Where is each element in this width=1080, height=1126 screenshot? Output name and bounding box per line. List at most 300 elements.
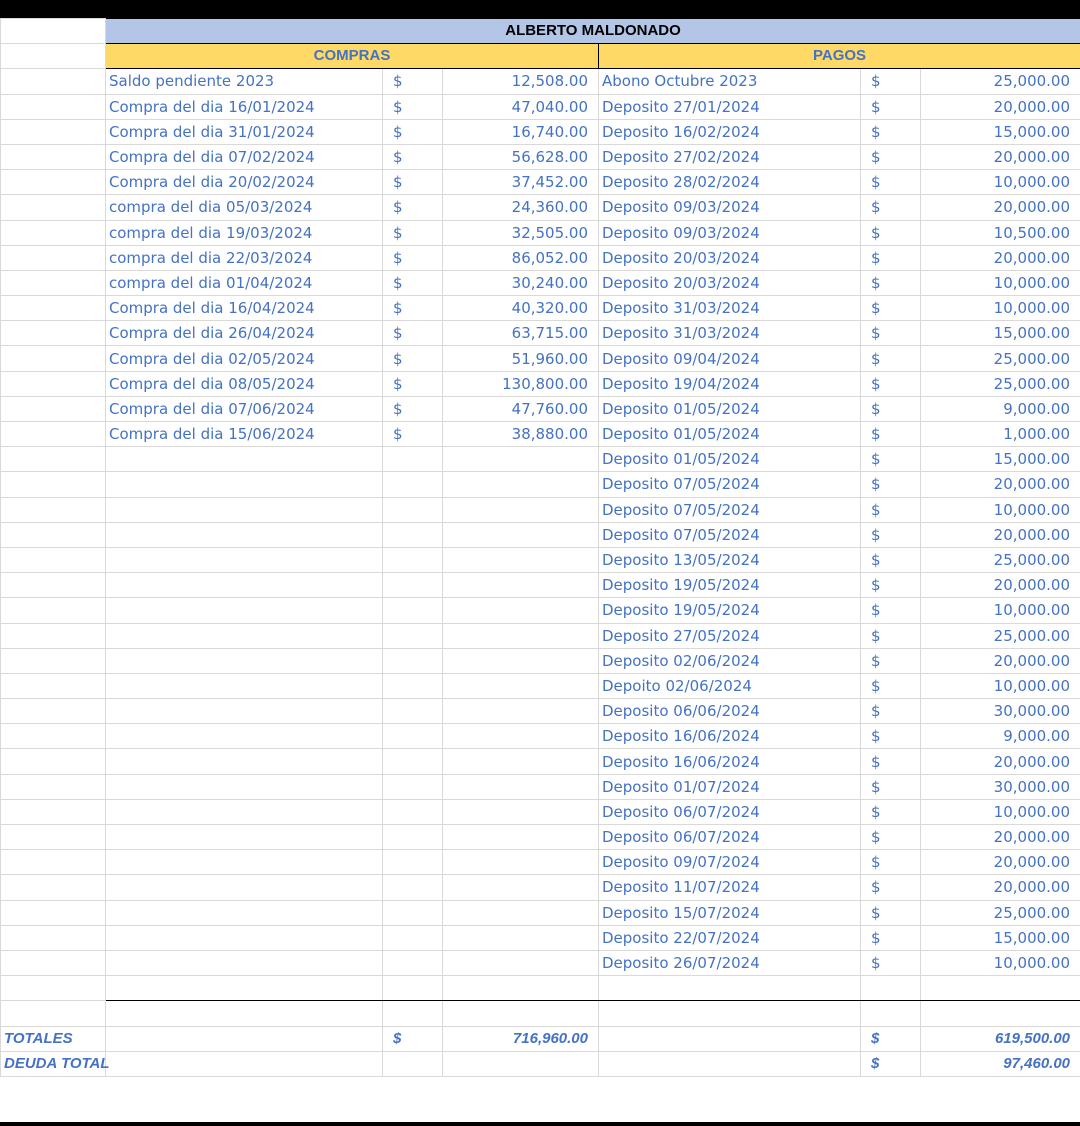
empty-cell[interactable] (106, 699, 383, 724)
pago-desc[interactable]: Deposito 16/02/2024 (599, 119, 861, 144)
compra-amount[interactable]: 47,760.00 (443, 396, 599, 421)
empty-cell[interactable] (383, 900, 443, 925)
pago-currency[interactable]: $ (861, 749, 921, 774)
compra-amount[interactable]: 63,715.00 (443, 321, 599, 346)
pago-amount[interactable]: 10,000.00 (921, 950, 1080, 975)
empty-cell[interactable] (383, 799, 443, 824)
pago-desc[interactable]: Deposito 01/05/2024 (599, 447, 861, 472)
pago-desc[interactable]: Abono Octubre 2023 (599, 69, 861, 94)
empty-cell[interactable] (443, 1051, 599, 1076)
row-gutter-cell[interactable] (1, 648, 106, 673)
empty-cell[interactable] (106, 673, 383, 698)
pago-currency[interactable]: $ (861, 497, 921, 522)
row-gutter-cell[interactable] (1, 724, 106, 749)
pago-currency[interactable]: $ (861, 296, 921, 321)
table-row (1, 749, 1080, 774)
empty-cell[interactable] (106, 1001, 383, 1026)
compra-desc[interactable]: Compra del dia 26/04/2024 (106, 321, 383, 346)
empty-cell[interactable] (383, 950, 443, 975)
pago-desc[interactable]: Deposito 19/05/2024 (599, 598, 861, 623)
pago-desc[interactable]: Depoito 02/06/2024 (599, 673, 861, 698)
empty-cell[interactable] (106, 547, 383, 572)
compra-desc[interactable]: Compra del dia 15/06/2024 (106, 422, 383, 447)
row-gutter-cell[interactable] (1, 976, 106, 1001)
compra-desc[interactable]: compra del dia 19/03/2024 (106, 220, 383, 245)
pago-currency[interactable]: $ (861, 447, 921, 472)
compra-desc[interactable]: Compra del dia 20/02/2024 (106, 170, 383, 195)
empty-cell[interactable] (383, 648, 443, 673)
table-row (1, 825, 1080, 850)
empty-cell[interactable] (106, 447, 383, 472)
compra-desc[interactable]: compra del dia 22/03/2024 (106, 245, 383, 270)
compra-currency[interactable]: $ (383, 195, 443, 220)
empty-cell[interactable] (383, 673, 443, 698)
pago-amount[interactable]: 10,000.00 (921, 673, 1080, 698)
empty-cell[interactable] (599, 1026, 861, 1051)
compra-desc[interactable]: Compra del dia 07/02/2024 (106, 144, 383, 169)
empty-cell[interactable] (383, 699, 443, 724)
row-gutter-cell[interactable] (1, 825, 106, 850)
empty-cell[interactable] (443, 648, 599, 673)
pago-desc[interactable]: Deposito 16/06/2024 (599, 724, 861, 749)
pago-amount[interactable]: 10,000.00 (921, 497, 1080, 522)
pago-currency[interactable]: $ (861, 547, 921, 572)
compra-desc[interactable]: compra del dia 01/04/2024 (106, 270, 383, 295)
compra-currency[interactable]: $ (383, 119, 443, 144)
empty-cell[interactable] (383, 825, 443, 850)
compra-desc[interactable]: Compra del dia 16/01/2024 (106, 94, 383, 119)
table-row (1, 396, 1080, 421)
row-gutter-cell[interactable] (1, 900, 106, 925)
empty-cell[interactable] (383, 976, 443, 1001)
totales-compras-currency[interactable]: $ (383, 1026, 443, 1051)
pago-currency[interactable]: $ (861, 573, 921, 598)
empty-cell[interactable] (443, 497, 599, 522)
pago-desc[interactable]: Deposito 11/07/2024 (599, 875, 861, 900)
empty-cell[interactable] (443, 1001, 599, 1026)
pago-amount[interactable]: 25,000.00 (921, 900, 1080, 925)
pago-desc[interactable]: Deposito 09/07/2024 (599, 850, 861, 875)
row-gutter-cell[interactable] (1, 673, 106, 698)
empty-cell[interactable] (106, 875, 383, 900)
empty-cell[interactable] (383, 925, 443, 950)
pago-amount[interactable]: 15,000.00 (921, 447, 1080, 472)
compra-currency[interactable]: $ (383, 346, 443, 371)
pago-currency[interactable]: $ (861, 925, 921, 950)
pago-amount[interactable]: 30,000.00 (921, 774, 1080, 799)
compra-desc[interactable]: Compra del dia 07/06/2024 (106, 396, 383, 421)
empty-cell[interactable] (443, 472, 599, 497)
pago-desc[interactable]: Deposito 07/05/2024 (599, 522, 861, 547)
compra-currency[interactable]: $ (383, 94, 443, 119)
compra-currency[interactable]: $ (383, 396, 443, 421)
pago-currency[interactable]: $ (861, 195, 921, 220)
row-gutter-cell[interactable] (1, 195, 106, 220)
empty-cell[interactable] (383, 547, 443, 572)
pago-desc[interactable]: Deposito 22/07/2024 (599, 925, 861, 950)
pago-currency[interactable]: $ (861, 699, 921, 724)
pago-currency[interactable]: $ (861, 245, 921, 270)
row-gutter-cell[interactable] (1, 396, 106, 421)
row-gutter-cell[interactable] (1, 119, 106, 144)
empty-cell[interactable] (443, 950, 599, 975)
table-row (1, 799, 1080, 824)
pago-currency[interactable]: $ (861, 346, 921, 371)
pago-amount[interactable]: 20,000.00 (921, 875, 1080, 900)
compra-amount[interactable]: 130,800.00 (443, 371, 599, 396)
row-gutter-cell[interactable] (1, 699, 106, 724)
pago-desc[interactable]: Deposito 07/05/2024 (599, 497, 861, 522)
empty-cell[interactable] (443, 522, 599, 547)
compras-header[interactable]: COMPRAS (106, 44, 599, 69)
sheet-title[interactable]: ALBERTO MALDONADO (106, 19, 1080, 44)
empty-cell[interactable] (443, 598, 599, 623)
empty-cell[interactable] (443, 875, 599, 900)
pago-amount[interactable]: 15,000.00 (921, 321, 1080, 346)
pago-amount[interactable]: 25,000.00 (921, 371, 1080, 396)
pago-desc[interactable]: Deposito 31/03/2024 (599, 321, 861, 346)
totales-pagos-amount[interactable]: 619,500.00 (921, 1026, 1080, 1051)
compra-currency[interactable]: $ (383, 321, 443, 346)
empty-cell[interactable] (383, 774, 443, 799)
pago-amount[interactable]: 20,000.00 (921, 472, 1080, 497)
row-gutter-cell[interactable] (1, 371, 106, 396)
deuda-amount[interactable]: 97,460.00 (921, 1051, 1080, 1076)
totales-pagos-currency[interactable]: $ (861, 1026, 921, 1051)
pago-currency[interactable]: $ (861, 94, 921, 119)
pago-amount[interactable]: 20,000.00 (921, 749, 1080, 774)
compra-amount[interactable]: 30,240.00 (443, 270, 599, 295)
pago-desc[interactable]: Deposito 20/03/2024 (599, 270, 861, 295)
pago-amount[interactable]: 20,000.00 (921, 522, 1080, 547)
empty-cell[interactable] (383, 472, 443, 497)
empty-cell[interactable] (106, 976, 383, 1001)
pago-currency[interactable]: $ (861, 673, 921, 698)
pago-currency[interactable]: $ (861, 396, 921, 421)
empty-cell[interactable] (383, 850, 443, 875)
pago-currency[interactable]: $ (861, 724, 921, 749)
row-gutter-cell[interactable] (1, 472, 106, 497)
empty-cell[interactable] (443, 673, 599, 698)
empty-cell[interactable] (443, 447, 599, 472)
pago-amount[interactable]: 20,000.00 (921, 195, 1080, 220)
row-gutter-cell[interactable] (1, 170, 106, 195)
empty-cell[interactable] (861, 1001, 921, 1026)
compra-amount[interactable]: 24,360.00 (443, 195, 599, 220)
compra-currency[interactable]: $ (383, 220, 443, 245)
pago-amount[interactable]: 20,000.00 (921, 94, 1080, 119)
empty-cell[interactable] (443, 699, 599, 724)
row-gutter-cell[interactable] (1, 447, 106, 472)
pago-amount[interactable]: 1,000.00 (921, 422, 1080, 447)
empty-cell[interactable] (106, 1051, 383, 1076)
compra-amount[interactable]: 51,960.00 (443, 346, 599, 371)
compra-desc[interactable]: compra del dia 05/03/2024 (106, 195, 383, 220)
empty-cell[interactable] (443, 623, 599, 648)
empty-cell[interactable] (106, 799, 383, 824)
empty-cell[interactable] (599, 1051, 861, 1076)
empty-cell[interactable] (106, 749, 383, 774)
row-gutter-cell[interactable] (1, 850, 106, 875)
pago-desc[interactable]: Deposito 13/05/2024 (599, 547, 861, 572)
compra-amount[interactable]: 32,505.00 (443, 220, 599, 245)
pago-desc[interactable]: Deposito 28/02/2024 (599, 170, 861, 195)
row-gutter-cell[interactable] (1, 925, 106, 950)
pago-amount[interactable]: 20,000.00 (921, 144, 1080, 169)
pago-currency[interactable]: $ (861, 371, 921, 396)
table-row (1, 94, 1080, 119)
pago-desc[interactable]: Deposito 16/06/2024 (599, 749, 861, 774)
pago-amount[interactable]: 10,000.00 (921, 170, 1080, 195)
row-gutter-cell[interactable] (1, 296, 106, 321)
row-gutter-cell[interactable] (1, 799, 106, 824)
pago-currency[interactable]: $ (861, 69, 921, 94)
empty-cell[interactable] (383, 724, 443, 749)
empty-cell[interactable] (443, 547, 599, 572)
pago-desc[interactable]: Deposito 09/04/2024 (599, 346, 861, 371)
row-gutter-cell[interactable] (1, 422, 106, 447)
pago-amount[interactable]: 10,500.00 (921, 220, 1080, 245)
pago-currency[interactable]: $ (861, 623, 921, 648)
empty-cell[interactable] (106, 724, 383, 749)
pago-currency[interactable]: $ (861, 220, 921, 245)
empty-cell[interactable] (383, 749, 443, 774)
pago-desc[interactable]: Deposito 15/07/2024 (599, 900, 861, 925)
table-row (1, 774, 1080, 799)
empty-cell[interactable] (106, 850, 383, 875)
compra-desc[interactable]: Compra del dia 16/04/2024 (106, 296, 383, 321)
pago-amount[interactable]: 25,000.00 (921, 346, 1080, 371)
compra-desc[interactable]: Compra del dia 08/05/2024 (106, 371, 383, 396)
pago-desc[interactable]: Deposito 01/05/2024 (599, 396, 861, 421)
compra-currency[interactable]: $ (383, 69, 443, 94)
pago-amount[interactable]: 15,000.00 (921, 925, 1080, 950)
pago-desc[interactable]: Deposito 06/06/2024 (599, 699, 861, 724)
row-gutter-cell[interactable] (1, 245, 106, 270)
compra-currency[interactable]: $ (383, 270, 443, 295)
empty-cell[interactable] (921, 1001, 1080, 1026)
empty-cell[interactable] (383, 522, 443, 547)
empty-cell[interactable] (106, 825, 383, 850)
deuda-currency[interactable]: $ (861, 1051, 921, 1076)
totales-compras-amount[interactable]: 716,960.00 (443, 1026, 599, 1051)
pago-desc[interactable]: Deposito 01/05/2024 (599, 422, 861, 447)
table-row (1, 270, 1080, 295)
row-gutter-cell[interactable] (1, 321, 106, 346)
empty-cell[interactable] (383, 1001, 443, 1026)
empty-cell[interactable] (383, 497, 443, 522)
pago-desc[interactable]: Deposito 06/07/2024 (599, 825, 861, 850)
cell-a1[interactable] (1, 19, 106, 44)
pago-currency[interactable]: $ (861, 321, 921, 346)
pago-amount[interactable]: 10,000.00 (921, 598, 1080, 623)
totals-row (1, 1026, 1080, 1051)
empty-cell[interactable] (443, 850, 599, 875)
pago-desc[interactable]: Deposito 27/05/2024 (599, 623, 861, 648)
row-gutter-cell[interactable] (1, 346, 106, 371)
pago-amount[interactable]: 15,000.00 (921, 119, 1080, 144)
compra-currency[interactable]: $ (383, 371, 443, 396)
empty-cell[interactable] (106, 648, 383, 673)
empty-cell[interactable] (599, 1001, 861, 1026)
empty-cell[interactable] (106, 774, 383, 799)
pago-amount[interactable]: 25,000.00 (921, 623, 1080, 648)
pago-amount[interactable]: 9,000.00 (921, 724, 1080, 749)
compra-amount[interactable]: 40,320.00 (443, 296, 599, 321)
empty-cell[interactable] (1, 1001, 106, 1026)
row-gutter-cell[interactable] (1, 950, 106, 975)
empty-cell[interactable] (106, 497, 383, 522)
empty-cell[interactable] (443, 749, 599, 774)
pago-amount[interactable]: 25,000.00 (921, 547, 1080, 572)
cell-a2[interactable] (1, 44, 106, 69)
pago-currency[interactable]: $ (861, 875, 921, 900)
empty-cell[interactable] (106, 925, 383, 950)
empty-cell[interactable] (383, 875, 443, 900)
pago-desc[interactable]: Deposito 26/07/2024 (599, 950, 861, 975)
pago-amount[interactable]: 10,000.00 (921, 799, 1080, 824)
row-gutter-cell[interactable] (1, 623, 106, 648)
empty-cell[interactable] (106, 623, 383, 648)
table-row (1, 673, 1080, 698)
pago-desc[interactable]: Deposito 09/03/2024 (599, 195, 861, 220)
pago-amount[interactable]: 20,000.00 (921, 850, 1080, 875)
empty-cell[interactable] (106, 1026, 383, 1051)
pago-currency[interactable]: $ (861, 825, 921, 850)
empty-cell[interactable] (443, 900, 599, 925)
empty-cell[interactable] (443, 925, 599, 950)
pago-currency[interactable]: $ (861, 774, 921, 799)
pago-currency[interactable]: $ (861, 422, 921, 447)
pago-desc[interactable]: Deposito 09/03/2024 (599, 220, 861, 245)
pago-amount[interactable]: 25,000.00 (921, 69, 1080, 94)
compra-desc[interactable]: Saldo pendiente 2023 (106, 69, 383, 94)
empty-cell[interactable] (443, 799, 599, 824)
empty-cell[interactable] (106, 950, 383, 975)
pago-amount[interactable]: 20,000.00 (921, 245, 1080, 270)
row-gutter-cell[interactable] (1, 94, 106, 119)
pago-desc[interactable]: Deposito 31/03/2024 (599, 296, 861, 321)
pago-desc[interactable]: Deposito 27/02/2024 (599, 144, 861, 169)
pago-amount[interactable]: 20,000.00 (921, 573, 1080, 598)
pago-currency[interactable]: $ (861, 522, 921, 547)
table-row (1, 925, 1080, 950)
table-row (1, 144, 1080, 169)
table-row (1, 699, 1080, 724)
row-gutter-cell[interactable] (1, 69, 106, 94)
pago-currency[interactable]: $ (861, 170, 921, 195)
row-gutter-cell[interactable] (1, 497, 106, 522)
compra-currency[interactable]: $ (383, 170, 443, 195)
pago-desc[interactable]: Deposito 19/04/2024 (599, 371, 861, 396)
empty-cell[interactable] (106, 522, 383, 547)
empty-cell[interactable] (383, 623, 443, 648)
compra-amount[interactable]: 47,040.00 (443, 94, 599, 119)
compra-desc[interactable]: Compra del dia 31/01/2024 (106, 119, 383, 144)
pago-amount[interactable]: 9,000.00 (921, 396, 1080, 421)
pago-currency[interactable]: $ (861, 472, 921, 497)
pago-desc[interactable]: Deposito 06/07/2024 (599, 799, 861, 824)
empty-cell[interactable] (443, 724, 599, 749)
compra-currency[interactable]: $ (383, 422, 443, 447)
pago-desc[interactable]: Deposito 19/05/2024 (599, 573, 861, 598)
pago-desc[interactable]: Deposito 07/05/2024 (599, 472, 861, 497)
empty-cell[interactable] (106, 472, 383, 497)
pago-amount[interactable]: 30,000.00 (921, 699, 1080, 724)
empty-cell[interactable] (383, 598, 443, 623)
empty-cell[interactable] (921, 976, 1080, 1001)
empty-cell[interactable] (106, 598, 383, 623)
empty-cell[interactable] (383, 1051, 443, 1076)
compra-currency[interactable]: $ (383, 296, 443, 321)
compra-currency[interactable]: $ (383, 245, 443, 270)
row-gutter-cell[interactable] (1, 270, 106, 295)
compra-currency[interactable]: $ (383, 144, 443, 169)
row-gutter-cell[interactable] (1, 573, 106, 598)
row-gutter-cell[interactable] (1, 598, 106, 623)
empty-cell[interactable] (383, 447, 443, 472)
pago-currency[interactable]: $ (861, 950, 921, 975)
totales-label[interactable]: TOTALES (1, 1026, 106, 1051)
pago-currency[interactable]: $ (861, 598, 921, 623)
compra-amount[interactable]: 37,452.00 (443, 170, 599, 195)
pago-amount[interactable]: 20,000.00 (921, 648, 1080, 673)
pago-amount[interactable]: 10,000.00 (921, 270, 1080, 295)
empty-cell[interactable] (106, 900, 383, 925)
pago-currency[interactable]: $ (861, 119, 921, 144)
row-gutter-cell[interactable] (1, 547, 106, 572)
empty-cell[interactable] (383, 573, 443, 598)
pago-currency[interactable]: $ (861, 799, 921, 824)
table-row (1, 447, 1080, 472)
compra-amount[interactable]: 38,880.00 (443, 422, 599, 447)
empty-cell[interactable] (443, 573, 599, 598)
compra-amount[interactable]: 86,052.00 (443, 245, 599, 270)
compra-amount[interactable]: 56,628.00 (443, 144, 599, 169)
pago-currency[interactable]: $ (861, 648, 921, 673)
row-gutter-cell[interactable] (1, 875, 106, 900)
pagos-header[interactable]: PAGOS (599, 44, 1080, 69)
row-gutter-cell[interactable] (1, 220, 106, 245)
pago-currency[interactable]: $ (861, 270, 921, 295)
pago-currency[interactable]: $ (861, 144, 921, 169)
row-gutter-cell[interactable] (1, 749, 106, 774)
pago-amount[interactable]: 20,000.00 (921, 825, 1080, 850)
empty-cell[interactable] (599, 976, 861, 1001)
row-gutter-cell[interactable] (1, 522, 106, 547)
pago-currency[interactable]: $ (861, 850, 921, 875)
table-row (1, 346, 1080, 371)
pago-desc[interactable]: Deposito 01/07/2024 (599, 774, 861, 799)
pago-desc[interactable]: Deposito 27/01/2024 (599, 94, 861, 119)
pago-amount[interactable]: 10,000.00 (921, 296, 1080, 321)
empty-cell[interactable] (443, 976, 599, 1001)
deuda-label[interactable]: DEUDA TOTAL (1, 1051, 106, 1076)
empty-cell[interactable] (443, 825, 599, 850)
row-gutter-cell[interactable] (1, 774, 106, 799)
table-row (1, 245, 1080, 270)
row-gutter-cell[interactable] (1, 144, 106, 169)
pago-currency[interactable]: $ (861, 900, 921, 925)
empty-cell[interactable] (861, 976, 921, 1001)
compra-amount[interactable]: 12,508.00 (443, 69, 599, 94)
empty-cell[interactable] (106, 573, 383, 598)
pago-desc[interactable]: Deposito 02/06/2024 (599, 648, 861, 673)
compra-desc[interactable]: Compra del dia 02/05/2024 (106, 346, 383, 371)
empty-cell[interactable] (443, 774, 599, 799)
compra-amount[interactable]: 16,740.00 (443, 119, 599, 144)
pago-desc[interactable]: Deposito 20/03/2024 (599, 245, 861, 270)
